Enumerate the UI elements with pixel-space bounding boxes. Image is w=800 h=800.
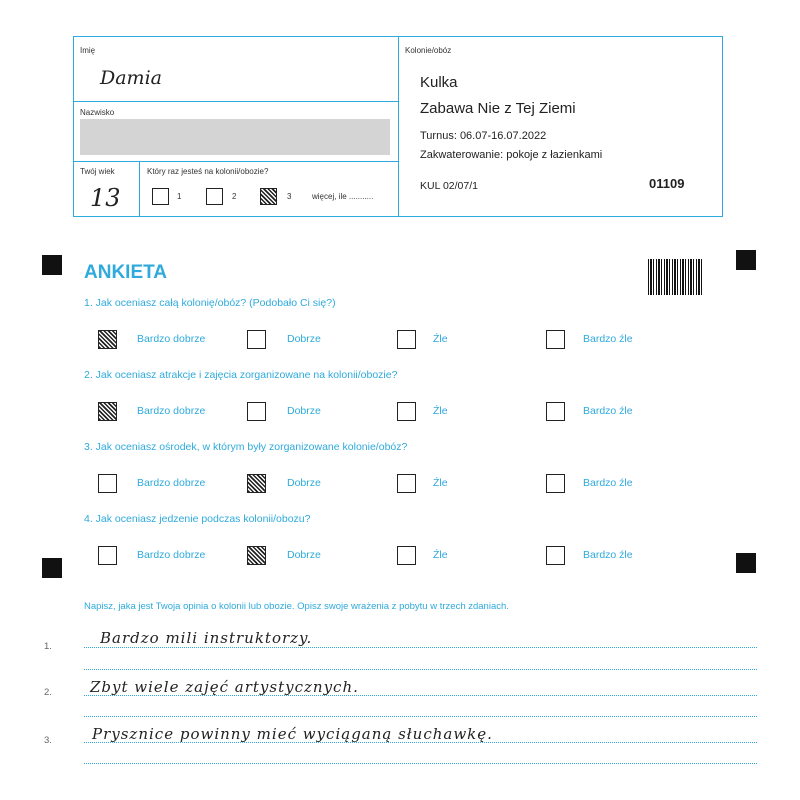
- question-2-checkbox-3[interactable]: [397, 402, 416, 421]
- question-3-option-1: Bardzo dobrze: [137, 477, 206, 489]
- question-1-checkbox-2[interactable]: [247, 330, 266, 349]
- question-3-option-3: Źle: [433, 477, 448, 489]
- question-3: 3. Jak oceniasz ośrodek, w którym były zorganizowane kolonie/obóz?: [84, 441, 408, 453]
- survey-title: ANKIETA: [84, 262, 168, 283]
- question-4-checkbox-4[interactable]: [546, 546, 565, 565]
- question-3-checkbox-4[interactable]: [546, 474, 565, 493]
- question-2-checkbox-4[interactable]: [546, 402, 565, 421]
- header-divider: [398, 37, 399, 216]
- question-1-option-4: Bardzo źle: [583, 333, 633, 345]
- question-1-option-3: Źle: [433, 333, 448, 345]
- line-number: 1.: [44, 641, 52, 652]
- camp-name: Kulka: [420, 74, 458, 91]
- question-3-option-2: Dobrze: [287, 477, 321, 489]
- camp-title: Zabawa Nie z Tej Ziemi: [420, 100, 576, 117]
- form-number: 01109: [649, 176, 685, 191]
- times-more: więcej, ile ...........: [312, 192, 374, 201]
- question-1-option-2: Dobrze: [287, 333, 321, 345]
- age-divider: [139, 161, 140, 216]
- question-2-option-3: Źle: [433, 405, 448, 417]
- age-label: Twój wiek: [80, 167, 115, 176]
- name-label: Imię: [80, 46, 96, 55]
- question-3-checkbox-2[interactable]: [247, 474, 266, 493]
- question-4-option-3: Źle: [433, 549, 448, 561]
- question-4: 4. Jak oceniasz jedzenie podczas kolonii/obozu?: [84, 513, 311, 525]
- question-1-checkbox-3[interactable]: [397, 330, 416, 349]
- name-value: Damia: [100, 67, 162, 89]
- question-1-checkbox-1[interactable]: [98, 330, 117, 349]
- line-number: 2.: [44, 687, 52, 698]
- header-form: [73, 36, 723, 217]
- accommodation: Zakwaterowanie: pokoje z łazienkami: [420, 149, 603, 161]
- opinion-line-3[interactable]: Prysznice powinny mieć wyciąganą słuchawkę.: [92, 725, 493, 743]
- turnus: Turnus: 06.07-16.07.2022: [420, 130, 547, 142]
- times-label: Który raz jesteś na kolonii/obozie?: [147, 167, 269, 176]
- question-1-checkbox-4[interactable]: [546, 330, 565, 349]
- dotted-line: [84, 716, 757, 717]
- registration-marker-bottom-left: [42, 558, 62, 578]
- opinion-line-2[interactable]: Zbyt wiele zajęć artystycznych.: [90, 678, 359, 696]
- question-3-checkbox-1[interactable]: [98, 474, 117, 493]
- question-2-option-2: Dobrze: [287, 405, 321, 417]
- times-option-3: 3: [287, 192, 292, 201]
- times-option-2: 2: [232, 192, 237, 201]
- dotted-line: [84, 742, 757, 743]
- times-checkbox-3[interactable]: [260, 188, 277, 205]
- surname-label: Nazwisko: [80, 108, 115, 117]
- registration-marker-top-right: [736, 250, 756, 270]
- opinion-line-1[interactable]: Bardzo mili instruktorzy.: [100, 629, 313, 647]
- times-checkbox-2[interactable]: [206, 188, 223, 205]
- question-2-option-4: Bardzo źle: [583, 405, 633, 417]
- question-4-checkbox-1[interactable]: [98, 546, 117, 565]
- opinion-prompt: Napisz, jaka jest Twoja opinia o kolonii lub obozie. Opisz swoje wrażenia z pobytu w trzech zdaniach.: [84, 601, 509, 612]
- question-1-option-1: Bardzo dobrze: [137, 333, 206, 345]
- question-4-option-4: Bardzo źle: [583, 549, 633, 561]
- question-1: 1. Jak oceniasz całą kolonię/obóz? (Podobało Ci się?): [84, 297, 336, 309]
- question-4-option-1: Bardzo dobrze: [137, 549, 206, 561]
- camp-code: KUL 02/07/1: [420, 180, 478, 192]
- question-2: 2. Jak oceniasz atrakcje i zajęcia zorganizowane na kolonii/obozie?: [84, 369, 398, 381]
- registration-marker-top-left: [42, 255, 62, 275]
- line-number: 3.: [44, 735, 52, 746]
- age-value: 13: [90, 184, 121, 212]
- question-3-option-4: Bardzo źle: [583, 477, 633, 489]
- question-4-option-2: Dobrze: [287, 549, 321, 561]
- dotted-line: [84, 695, 757, 696]
- question-4-checkbox-3[interactable]: [397, 546, 416, 565]
- times-option-1: 1: [177, 192, 182, 201]
- question-2-checkbox-1[interactable]: [98, 402, 117, 421]
- barcode: [648, 259, 702, 295]
- dotted-line: [84, 647, 757, 648]
- question-2-option-1: Bardzo dobrze: [137, 405, 206, 417]
- dotted-line: [84, 669, 757, 670]
- times-checkbox-1[interactable]: [152, 188, 169, 205]
- question-2-checkbox-2[interactable]: [247, 402, 266, 421]
- dotted-line: [84, 763, 757, 764]
- registration-marker-bottom-right: [736, 553, 756, 573]
- camp-label: Kolonie/obóz: [405, 46, 452, 55]
- name-divider: [74, 101, 398, 102]
- surname-redaction: [80, 119, 390, 155]
- question-3-checkbox-3[interactable]: [397, 474, 416, 493]
- question-4-checkbox-2[interactable]: [247, 546, 266, 565]
- surname-divider: [74, 161, 398, 162]
